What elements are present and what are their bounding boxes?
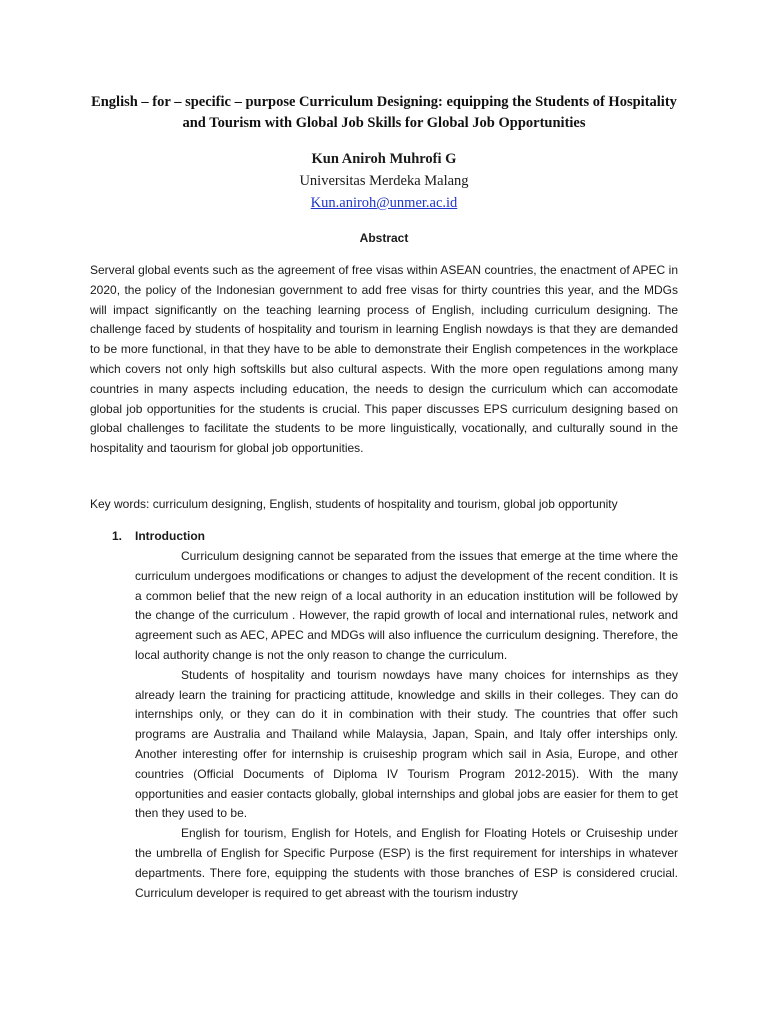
keywords: Key words: curriculum designing, English, students of hospitality and tourism, global job opportunity <box>90 497 618 511</box>
introduction-paragraph: English for tourism, English for Hotels, and English for Floating Hotels or Cruiseship under the umbrella of English for Specific Purpose (ESP) is the first requirement for interships in whatever departments. There fore, equipping the students with those branches of ESP is considered crucial. Curriculum developer is required to get abreast with the tourism industry <box>135 826 678 900</box>
abstract-body: Serveral global events such as the agreement of free visas within ASEAN countries, the enactment of APEC in 2020, the policy of the Indonesian government to add free visas for thirty countries this year, and the MDGs will impact significantly on the teaching learning process of English, including curriculum designing. The challenge faced by students of hospitality and tourism in learning English nowdays is that they are demanded to be more functional, in that they have to be able to demonstrate their English competences in the workplace which covers not only high softskills but also cultural aspects. With the more open regulations among many countries in many aspects including education, the needs to design the curriculum which can accomodate global job opportunities for the students is crucial. This paper discusses EPS curriculum designing based on global challenges to facilitate the students to be more linguistically, vocationally, and culturally sound in the hospitality and taourism for global job opportunities. <box>90 263 678 456</box>
introduction-body <box>135 547 678 903</box>
paper-title: English – for – specific – purpose Curriculum Designing: equipping the Students of Hospitality and Tourism with Global Job Skills for Global Job Opportunities <box>91 94 677 131</box>
introduction-paragraph: Students of hospitality and tourism nowdays have many choices for internships as they already learn the training for practicing attitude, knowledge and skills in their colleges. They can do internships only, or they can do it in combination with their study. The countries that offer such programs are Australia and Thailand while Malaysia, Japan, Spain, and Italy offer interships only. Another interesting offer for internship is cruiseship program which sail in Asia, Europe, and other countries (Official Documents of Diploma IV Tourism Program 2012-2015). With the many opportunities and easier contacts globally, global internships and global jobs are easier for them to get then they used to be. <box>135 667 678 821</box>
author-block <box>90 148 678 214</box>
author-email-link[interactable]: Kun.aniroh@unmer.ac.id <box>310 195 458 211</box>
author-affiliation: Universitas Merdeka Malang <box>299 173 469 189</box>
author-name: Kun Aniroh Muhrofi G <box>311 151 457 167</box>
section-number: 1. <box>112 529 123 543</box>
introduction-paragraph: Curriculum designing cannot be separated from the issues that emerge at the time where the curriculum undergoes modifications or changes to adjust the development of the recent condition. It is a common belief that the new reign of a local authority in an education institution will be followed by the change of the curriculum . However, the rapid growth of local and international rules, network and agreement such as AEC, APEC and MDGs will also influence the curriculum designing. Therefore, the local authority change is not the only reason to change the curriculum. <box>135 549 678 662</box>
section-heading-introduction <box>112 526 205 546</box>
section-title: Introduction <box>135 529 205 543</box>
abstract-heading: Abstract <box>359 231 409 245</box>
